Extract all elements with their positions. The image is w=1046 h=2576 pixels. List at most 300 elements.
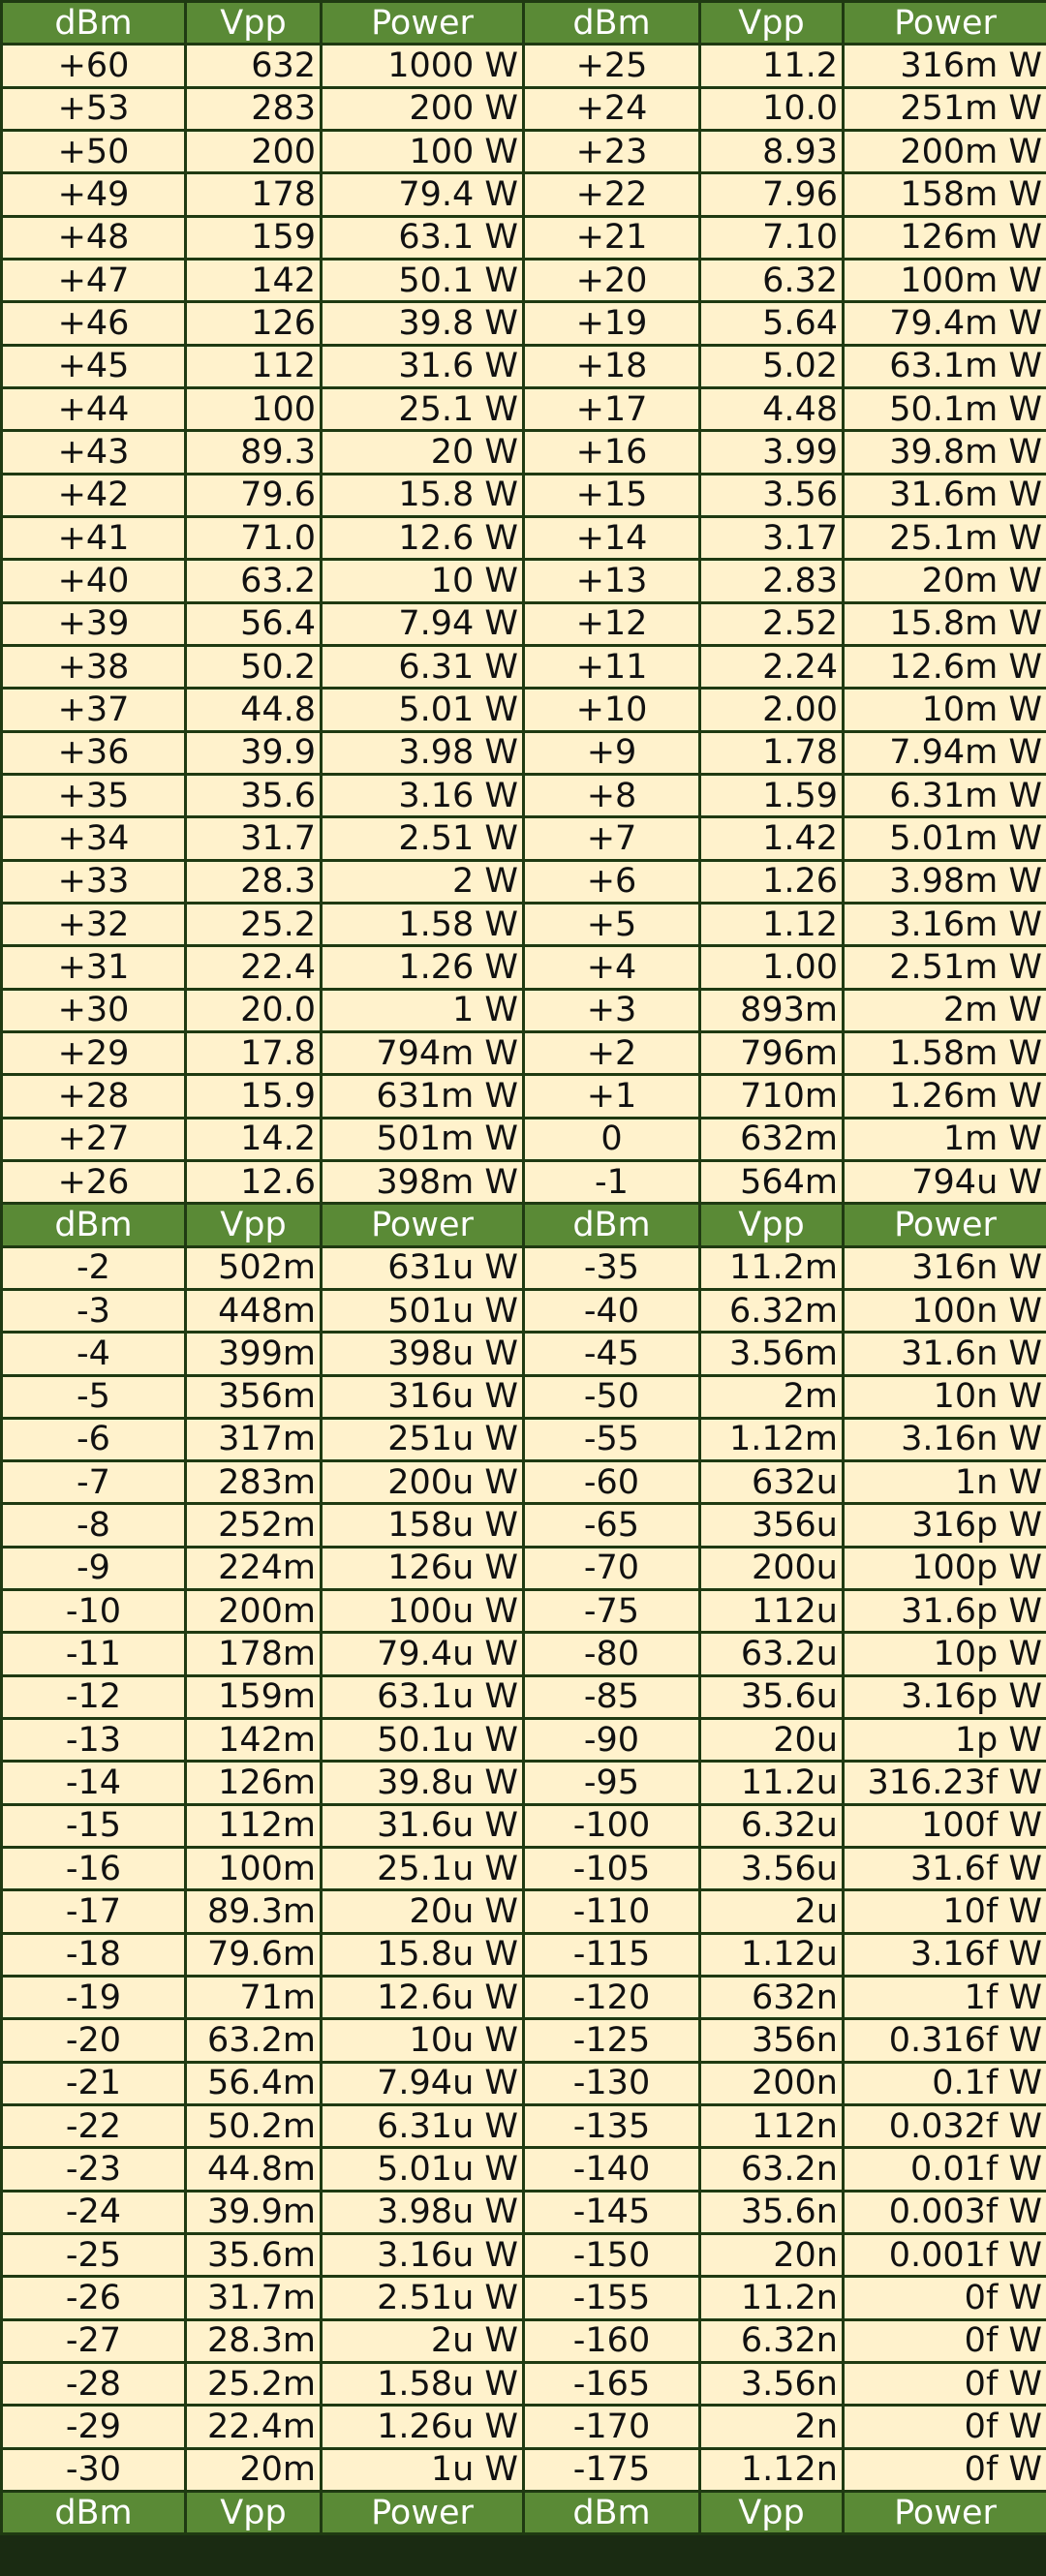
table-row (524, 387, 1046, 430)
table-row (524, 1118, 1046, 1160)
dbm-cell: +50 (2, 130, 186, 172)
dbm-cell: +46 (2, 302, 186, 345)
power-cell: 0f W (844, 2319, 1046, 2362)
vpp-cell: 564m (700, 1160, 844, 1203)
power-cell: 3.16u W (322, 2234, 524, 2277)
dbm-cell: +32 (2, 903, 186, 945)
dbm-cell: +36 (2, 731, 186, 774)
table-row (2, 259, 524, 301)
header-dbm: dBm (2, 2, 186, 45)
vpp-cell: 100m (186, 1848, 322, 1890)
vpp-cell: 356u (700, 1504, 844, 1547)
power-cell: 63.1m W (844, 345, 1046, 387)
dbm-cell: +15 (524, 474, 700, 516)
table-row (524, 774, 1046, 816)
power-cell: 2.51m W (844, 946, 1046, 989)
dbm-cell: +5 (524, 903, 700, 945)
power-cell: 1p W (844, 1719, 1046, 1762)
table-row (2, 87, 524, 130)
table-row (524, 2406, 1046, 2448)
dbm-cell: -18 (2, 1933, 186, 1976)
vpp-cell: 25.2 (186, 903, 322, 945)
dbm-cell: +45 (2, 345, 186, 387)
dbm-cell: -175 (524, 2448, 700, 2491)
vpp-cell: 50.2 (186, 645, 322, 688)
table-row (524, 1590, 1046, 1633)
power-cell: 3.16f W (844, 1933, 1046, 1976)
table-row (524, 2363, 1046, 2406)
power-cell: 20m W (844, 560, 1046, 602)
power-cell: 31.6u W (322, 1804, 524, 1847)
power-cell: 5.01m W (844, 817, 1046, 860)
dbm-cell: +44 (2, 387, 186, 430)
power-cell: 0f W (844, 2448, 1046, 2491)
dbm-cell: +28 (2, 1075, 186, 1118)
dbm-cell: -2 (2, 1246, 186, 1289)
vpp-cell: 2u (700, 1890, 844, 1933)
header-dbm: dBm (2, 1204, 186, 1246)
header-dbm: dBm (524, 2492, 700, 2534)
vpp-cell: 3.56n (700, 2363, 844, 2406)
vpp-cell: 17.8 (186, 1031, 322, 1074)
header-power: Power (322, 2, 524, 45)
header-vpp: Vpp (700, 1204, 844, 1246)
dbm-cell: +11 (524, 645, 700, 688)
dbm-cell: -17 (2, 1890, 186, 1933)
table-row (2, 1977, 524, 2019)
dbm-cell: +8 (524, 774, 700, 816)
vpp-cell: 3.56m (700, 1333, 844, 1375)
dbm-cell: +39 (2, 602, 186, 645)
table-row (2, 946, 524, 989)
vpp-cell: 12.6 (186, 1160, 322, 1203)
vpp-cell: 25.2m (186, 2363, 322, 2406)
vpp-cell: 356n (700, 2019, 844, 2062)
power-cell: 25.1 W (322, 387, 524, 430)
power-cell: 79.4 W (322, 173, 524, 216)
dbm-cell: -130 (524, 2062, 700, 2104)
power-cell: 2 W (322, 860, 524, 903)
header-dbm: dBm (524, 1204, 700, 1246)
vpp-cell: 1.12u (700, 1933, 844, 1976)
power-cell: 1 W (322, 989, 524, 1031)
power-cell: 10 W (322, 560, 524, 602)
table-row (2, 602, 524, 645)
table-row (2, 431, 524, 474)
table-row (524, 173, 1046, 216)
table-row (2, 1118, 524, 1160)
table-row (524, 1675, 1046, 1718)
vpp-cell: 224m (186, 1547, 322, 1589)
power-cell: 1f W (844, 1977, 1046, 2019)
vpp-cell: 39.9 (186, 731, 322, 774)
power-cell: 100u W (322, 1590, 524, 1633)
dbm-cell: -105 (524, 1848, 700, 1890)
power-cell: 0.003f W (844, 2191, 1046, 2233)
vpp-cell: 142 (186, 259, 322, 301)
table-row (2, 1375, 524, 1418)
vpp-cell: 20n (700, 2234, 844, 2277)
table-row (524, 1418, 1046, 1460)
power-cell: 126m W (844, 216, 1046, 259)
table-row (524, 731, 1046, 774)
table-row (524, 1633, 1046, 1675)
table-row (2, 302, 524, 345)
vpp-cell: 56.4m (186, 2062, 322, 2104)
dbm-cell: +17 (524, 387, 700, 430)
power-cell: 5.01 W (322, 689, 524, 731)
dbm-cell: -30 (2, 2448, 186, 2491)
table-row (2, 989, 524, 1031)
table-row (2, 2019, 524, 2062)
vpp-cell: 6.32m (700, 1289, 844, 1332)
dbm-cell: -150 (524, 2234, 700, 2277)
vpp-cell: 632m (700, 1118, 844, 1160)
power-cell: 3.98m W (844, 860, 1046, 903)
dbm-cell: -12 (2, 1675, 186, 1718)
dbm-cell: +53 (2, 87, 186, 130)
dbm-cell: -135 (524, 2105, 700, 2148)
dbm-cell: -15 (2, 1804, 186, 1847)
power-cell: 3.16m W (844, 903, 1046, 945)
dbm-cell: -21 (2, 2062, 186, 2104)
power-cell: 398m W (322, 1160, 524, 1203)
table-row (2, 1719, 524, 1762)
table-row (524, 860, 1046, 903)
power-cell: 12.6 W (322, 516, 524, 559)
table-row (524, 1075, 1046, 1118)
vpp-cell: 50.2m (186, 2105, 322, 2148)
dbm-cell: -28 (2, 2363, 186, 2406)
header-vpp: Vpp (700, 2, 844, 45)
vpp-cell: 112 (186, 345, 322, 387)
power-cell: 100f W (844, 1804, 1046, 1847)
left-header-row (2, 2492, 524, 2534)
vpp-cell: 632u (700, 1461, 844, 1504)
dbm-cell: -19 (2, 1977, 186, 2019)
power-cell: 501m W (322, 1118, 524, 1160)
vpp-cell: 11.2m (700, 1246, 844, 1289)
vpp-cell: 1.12 (700, 903, 844, 945)
right-table (522, 0, 1046, 2535)
table-row (524, 2277, 1046, 2319)
power-cell: 100p W (844, 1547, 1046, 1589)
vpp-cell: 632n (700, 1977, 844, 2019)
left-header-row (2, 1204, 524, 1246)
dbm-cell: +40 (2, 560, 186, 602)
dbm-cell: -4 (2, 1333, 186, 1375)
vpp-cell: 448m (186, 1289, 322, 1332)
vpp-cell: 63.2n (700, 2148, 844, 2191)
table-row (524, 2234, 1046, 2277)
vpp-cell: 142m (186, 1719, 322, 1762)
vpp-cell: 71m (186, 1977, 322, 2019)
power-cell: 5.01u W (322, 2148, 524, 2191)
power-cell: 25.1u W (322, 1848, 524, 1890)
power-cell: 0f W (844, 2406, 1046, 2448)
table-row (524, 259, 1046, 301)
power-cell: 6.31u W (322, 2105, 524, 2148)
dbm-cell: +48 (2, 216, 186, 259)
table-row (2, 817, 524, 860)
dbm-cell: -5 (2, 1375, 186, 1418)
vpp-cell: 35.6m (186, 2234, 322, 2277)
vpp-cell: 100 (186, 387, 322, 430)
power-cell: 0.032f W (844, 2105, 1046, 2148)
table-row (2, 216, 524, 259)
dbm-cell: -13 (2, 1719, 186, 1762)
vpp-cell: 2.24 (700, 645, 844, 688)
dbm-cell: +27 (2, 1118, 186, 1160)
dbm-cell: +1 (524, 1075, 700, 1118)
dbm-cell: +21 (524, 216, 700, 259)
vpp-cell: 11.2n (700, 2277, 844, 2319)
table-row (524, 45, 1046, 87)
table-row (524, 1246, 1046, 1289)
vpp-cell: 1.59 (700, 774, 844, 816)
dbm-cell: +9 (524, 731, 700, 774)
vpp-cell: 159m (186, 1675, 322, 1718)
vpp-cell: 44.8m (186, 2148, 322, 2191)
power-cell: 158u W (322, 1504, 524, 1547)
table-row (2, 560, 524, 602)
dbm-cell: -165 (524, 2363, 700, 2406)
table-row (2, 2105, 524, 2148)
header-vpp: Vpp (186, 2492, 322, 2534)
table-row (524, 1160, 1046, 1203)
dbm-cell: +60 (2, 45, 186, 87)
table-row (2, 173, 524, 216)
dbm-cell: -50 (524, 1375, 700, 1418)
vpp-cell: 159 (186, 216, 322, 259)
vpp-cell: 2m (700, 1375, 844, 1418)
vpp-cell: 56.4 (186, 602, 322, 645)
power-cell: 3.16n W (844, 1418, 1046, 1460)
table-row (2, 2148, 524, 2191)
dbm-cell: +16 (524, 431, 700, 474)
power-cell: 100 W (322, 130, 524, 172)
power-cell: 1.58 W (322, 903, 524, 945)
vpp-cell: 2.52 (700, 602, 844, 645)
dbm-cell: -145 (524, 2191, 700, 2233)
table-row (524, 1375, 1046, 1418)
power-cell: 15.8u W (322, 1933, 524, 1976)
table-row (524, 903, 1046, 945)
dbm-cell: +23 (524, 130, 700, 172)
table-row (524, 1890, 1046, 1933)
dbm-cell: +47 (2, 259, 186, 301)
table-row (524, 1333, 1046, 1375)
table-row (2, 645, 524, 688)
power-cell: 2m W (844, 989, 1046, 1031)
power-cell: 50.1 W (322, 259, 524, 301)
power-cell: 251u W (322, 1418, 524, 1460)
power-cell: 398u W (322, 1333, 524, 1375)
header-vpp: Vpp (186, 2, 322, 45)
table-row (2, 731, 524, 774)
power-cell: 31.6 W (322, 345, 524, 387)
power-cell: 0f W (844, 2277, 1046, 2319)
table-row (2, 1031, 524, 1074)
dbm-cell: -170 (524, 2406, 700, 2448)
power-cell: 1u W (322, 2448, 524, 2491)
table-row (2, 860, 524, 903)
power-cell: 1m W (844, 1118, 1046, 1160)
power-cell: 12.6m W (844, 645, 1046, 688)
vpp-cell: 126m (186, 1762, 322, 1804)
vpp-cell: 1.12n (700, 2448, 844, 2491)
dbm-cell: -20 (2, 2019, 186, 2062)
table-row (2, 1890, 524, 1933)
table-row (524, 1848, 1046, 1890)
vpp-cell: 31.7m (186, 2277, 322, 2319)
power-cell: 1.58m W (844, 1031, 1046, 1074)
power-cell: 15.8 W (322, 474, 524, 516)
power-cell: 501u W (322, 1289, 524, 1332)
vpp-cell: 632 (186, 45, 322, 87)
vpp-cell: 35.6u (700, 1675, 844, 1718)
vpp-cell: 1.00 (700, 946, 844, 989)
table-row (2, 1418, 524, 1460)
power-cell: 10m W (844, 689, 1046, 731)
power-cell: 200m W (844, 130, 1046, 172)
power-cell: 3.16 W (322, 774, 524, 816)
vpp-cell: 79.6m (186, 1933, 322, 1976)
power-cell: 316.23f W (844, 1762, 1046, 1804)
vpp-cell: 3.17 (700, 516, 844, 559)
header-vpp: Vpp (700, 2492, 844, 2534)
power-cell: 39.8u W (322, 1762, 524, 1804)
vpp-cell: 283m (186, 1461, 322, 1504)
table-row (524, 1031, 1046, 1074)
table-row (524, 560, 1046, 602)
header-dbm: dBm (524, 2, 700, 45)
table-row (524, 2019, 1046, 2062)
dbm-cell: -100 (524, 1804, 700, 1847)
vpp-cell: 1.26 (700, 860, 844, 903)
dbm-cell: -110 (524, 1890, 700, 1933)
power-cell: 7.94 W (322, 602, 524, 645)
power-cell: 1.26m W (844, 1075, 1046, 1118)
table-row (524, 1933, 1046, 1976)
dbm-cell: +24 (524, 87, 700, 130)
vpp-cell: 252m (186, 1504, 322, 1547)
table-row (524, 1804, 1046, 1847)
table-row (2, 1333, 524, 1375)
dbm-cell: -60 (524, 1461, 700, 1504)
power-cell: 63.1u W (322, 1675, 524, 1718)
vpp-cell: 200n (700, 2062, 844, 2104)
power-cell: 794m W (322, 1031, 524, 1074)
header-power: Power (322, 2492, 524, 2534)
dbm-cell: -140 (524, 2148, 700, 2191)
power-cell: 31.6f W (844, 1848, 1046, 1890)
dbm-cell: -35 (524, 1246, 700, 1289)
table-row (2, 2062, 524, 2104)
table-row (524, 2448, 1046, 2491)
vpp-cell: 35.6n (700, 2191, 844, 2233)
power-cell: 2.51u W (322, 2277, 524, 2319)
table-row (2, 2319, 524, 2362)
vpp-cell: 2n (700, 2406, 844, 2448)
vpp-cell: 10.0 (700, 87, 844, 130)
vpp-cell: 2.83 (700, 560, 844, 602)
dbm-cell: +19 (524, 302, 700, 345)
table-row (524, 216, 1046, 259)
dbm-cell: -1 (524, 1160, 700, 1203)
header-power: Power (844, 2, 1046, 45)
power-cell: 39.8m W (844, 431, 1046, 474)
vpp-cell: 11.2 (700, 45, 844, 87)
dbm-cell: -16 (2, 1848, 186, 1890)
vpp-cell: 893m (700, 989, 844, 1031)
dbm-cell: -155 (524, 2277, 700, 2319)
dbm-cell: +31 (2, 946, 186, 989)
table-row (524, 817, 1046, 860)
vpp-cell: 112u (700, 1590, 844, 1633)
table-row (524, 431, 1046, 474)
power-cell: 316p W (844, 1504, 1046, 1547)
table-row (2, 2234, 524, 2277)
power-cell: 1000 W (322, 45, 524, 87)
dbm-cell: -10 (2, 1590, 186, 1633)
vpp-cell: 178 (186, 173, 322, 216)
table-row (2, 1933, 524, 1976)
power-cell: 31.6p W (844, 1590, 1046, 1633)
power-cell: 7.94m W (844, 731, 1046, 774)
dbm-cell: -90 (524, 1719, 700, 1762)
dbm-cell: 0 (524, 1118, 700, 1160)
table-row (524, 2319, 1046, 2362)
vpp-cell: 2.00 (700, 689, 844, 731)
vpp-cell: 44.8 (186, 689, 322, 731)
table-row (2, 2448, 524, 2491)
vpp-cell: 20.0 (186, 989, 322, 1031)
table-row (524, 1504, 1046, 1547)
vpp-cell: 126 (186, 302, 322, 345)
power-cell: 0.316f W (844, 2019, 1046, 2062)
vpp-cell: 317m (186, 1418, 322, 1460)
table-row (524, 2105, 1046, 2148)
dbm-cell: -24 (2, 2191, 186, 2233)
table-row (524, 2148, 1046, 2191)
dbm-cell: -125 (524, 2019, 700, 2062)
power-cell: 631m W (322, 1075, 524, 1118)
power-cell: 3.16p W (844, 1675, 1046, 1718)
dbm-cell: +4 (524, 946, 700, 989)
table-row (524, 2062, 1046, 2104)
table-row (524, 689, 1046, 731)
vpp-cell: 22.4m (186, 2406, 322, 2448)
table-row (524, 1547, 1046, 1589)
dbm-cell: -70 (524, 1547, 700, 1589)
power-cell: 79.4u W (322, 1633, 524, 1675)
power-cell: 316m W (844, 45, 1046, 87)
dbm-cell: -45 (524, 1333, 700, 1375)
table-row (2, 45, 524, 87)
vpp-cell: 79.6 (186, 474, 322, 516)
dbm-cell: +6 (524, 860, 700, 903)
power-cell: 158m W (844, 173, 1046, 216)
power-cell: 3.98u W (322, 2191, 524, 2233)
dbm-cell: +18 (524, 345, 700, 387)
power-cell: 0.01f W (844, 2148, 1046, 2191)
vpp-cell: 89.3 (186, 431, 322, 474)
dbm-cell: -14 (2, 1762, 186, 1804)
power-cell: 1.58u W (322, 2363, 524, 2406)
power-cell: 0.1f W (844, 2062, 1046, 2104)
table-row (2, 1504, 524, 1547)
